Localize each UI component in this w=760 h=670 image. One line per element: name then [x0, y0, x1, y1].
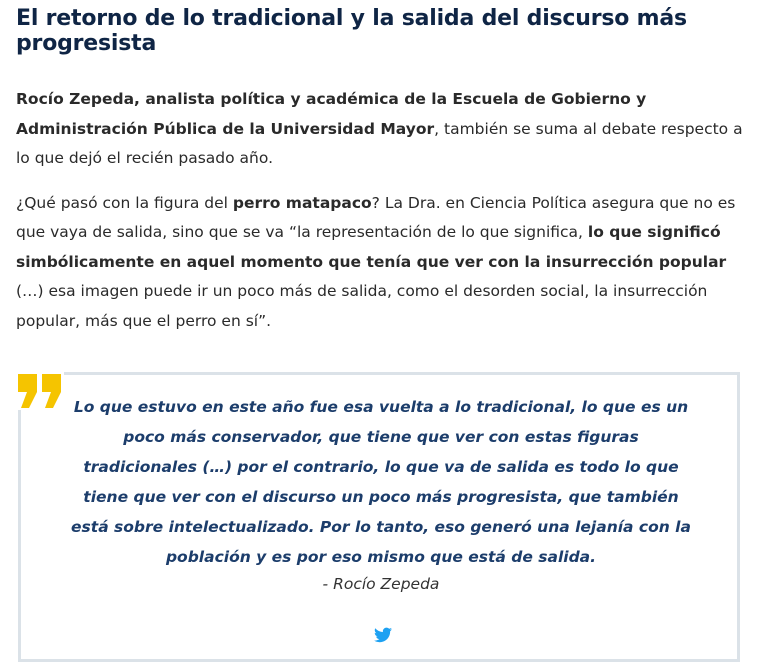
article-title: El retorno de lo tradicional y la salida del discurso más progresista: [16, 6, 687, 56]
matapaco-bold-2: lo que significó simbólicamente en aquel momento que tenía que ver con la insurrección popular: [16, 223, 727, 271]
quote-text: Lo que estuvo en este año fue esa vuelta a lo tradicional, lo que es un poco más conservador, que tiene que ver con estas figuras tradicionales (…) por el contrario, lo que va de salida es todo lo que tiene que ver con el discurso un poco más progresista, que también está sobre intelectualizado. Por lo tanto, eso generó una lejanía con la población y es por eso mismo que está de salida.: [71, 398, 691, 566]
matapaco-text-2: ? La Dra. en Ciencia Política asegura que no es que vaya de salida, sino que se va “la representación de lo que significa,: [16, 193, 736, 241]
matapaco-text-3: (…) esa imagen puede ir un poco más de salida, como el desorden social, la insurrección popular, más que el perro en sí”.: [16, 282, 708, 330]
intro-text: , también se suma al debate respecto a lo que dejó el recién pasado año.: [16, 119, 743, 167]
article: [16, 0, 746, 336]
twitter-icon[interactable]: [374, 627, 392, 643]
paragraph-matapaco: [16, 189, 746, 337]
matapaco-bold-1: perro matapaco: [232, 193, 372, 212]
paragraph-intro: [16, 85, 746, 174]
quote-author: - Rocío Zepeda: [322, 575, 440, 593]
matapaco-text-1: ¿Qué pasó con la figura del: [16, 193, 233, 212]
quote-marks-icon: [16, 372, 64, 410]
intro-bold-text: Rocío Zepeda, analista política y académica de la Escuela de Gobierno y Administración Pública de la Universidad Mayor: [16, 90, 647, 138]
blockquote: [18, 372, 740, 662]
